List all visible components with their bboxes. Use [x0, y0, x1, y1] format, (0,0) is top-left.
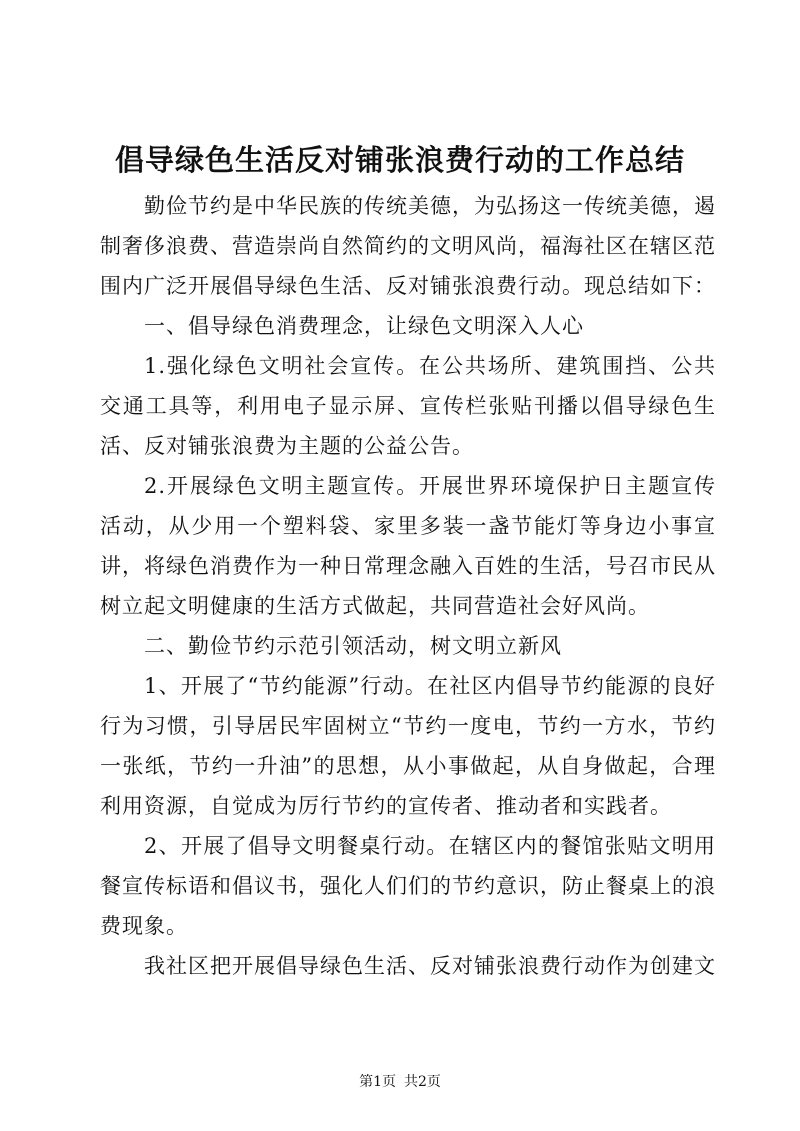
- page-footer: [0, 1072, 800, 1092]
- section-heading-1: 一、倡导绿色消费理念，让绿色文明深入人心: [144, 314, 584, 338]
- document-body: [100, 186, 716, 986]
- paragraph-1-1: 1.强化绿色文明社会宣传。在公共场所、建筑围挡、公共交通工具等，利用电子显示屏、宣传栏张贴刊播以倡导绿色生活、反对铺张浪费为主题的公益公告。: [100, 354, 716, 458]
- page-total: 共2页: [404, 1074, 441, 1090]
- paragraph-2-2: 2、开展了倡导文明餐桌行动。在辖区内的餐馆张贴文明用餐宣传标语和倡议书，强化人们们的节约意识，防止餐桌上的浪费现象。: [100, 834, 716, 938]
- paragraph-closing: 我社区把开展倡导绿色生活、反对铺张浪费行动作为创建文: [144, 954, 716, 978]
- page-number: 第1页: [359, 1074, 396, 1090]
- section-heading-2: 二、勤俭节约示范引领活动，树文明立新风: [144, 634, 562, 658]
- document-title: 倡导绿色生活反对铺张浪费行动的工作总结: [114, 143, 685, 177]
- paragraph-intro: 勤俭节约是中华民族的传统美德，为弘扬这一传统美德，遏制奢侈浪费、营造崇尚自然简约的文明风尚，福海社区在辖区范围内广泛开展倡导绿色生活、反对铺张浪费行动。现总结如下：: [100, 194, 716, 298]
- paragraph-2-1: 1、开展了“节约能源”行动。在社区内倡导节约能源的良好行为习惯，引导居民牢固树立“节约一度电，节约一方水，节约一张纸，节约一升油”的思想，从小事做起，从自身做起，合理利用资源，自觉成为厉行节约的宣传者、推动者和实践者。: [100, 674, 716, 818]
- paragraph-1-2: 2.开展绿色文明主题宣传。开展世界环境保护日主题宣传活动，从少用一个塑料袋、家里多装一盏节能灯等身边小事宣讲，将绿色消费作为一种日常理念融入百姓的生活，号召市民从树立起文明健康的生活方式做起，共同营造社会好风尚。: [100, 474, 716, 618]
